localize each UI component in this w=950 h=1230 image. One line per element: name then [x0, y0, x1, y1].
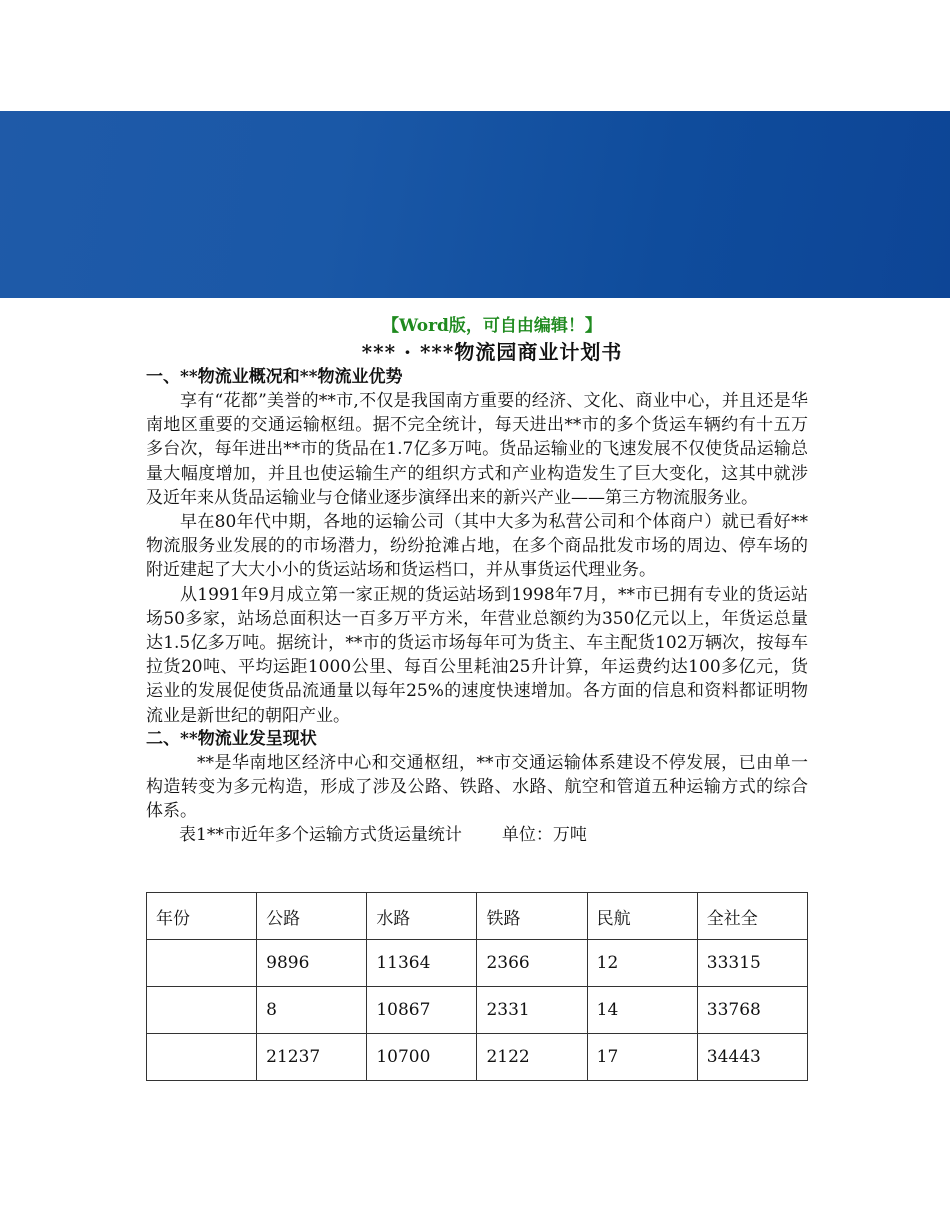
edit-notice: 【Word版，可自由编辑！】: [382, 316, 602, 336]
table-header-cell: 水路: [367, 893, 477, 940]
table-header-cell: 年份: [147, 893, 257, 940]
table-unit: 单位：万吨: [501, 825, 587, 846]
table-cell: [147, 1034, 257, 1081]
table-caption-text: 表1**市近年多个运输方式货运量统计: [179, 825, 462, 846]
table-cell: 33315: [697, 940, 807, 987]
table-caption: [179, 823, 808, 847]
table-row: [147, 1034, 808, 1081]
table-row: [147, 987, 808, 1034]
header-banner: [0, 111, 950, 298]
section-1-paragraph-2: 早在80年代中期，各地的运输公司（其中大多为私营公司和个体商户）就已看好**物流服务业发展的的市场潜力，纷纷抢滩占地，在多个商品批发市场的周边、停车场的附近建起了大大小小的货运站场和货运档口，并从事货运代理业务。: [146, 512, 808, 581]
table-header-cell: 民航: [587, 893, 697, 940]
table-header-cell: 全社全: [697, 893, 807, 940]
table-cell: 2122: [477, 1034, 587, 1081]
table-cell: 33768: [697, 987, 807, 1034]
table-header-row: [147, 893, 808, 940]
table-cell: 17: [587, 1034, 697, 1081]
document-body: [146, 314, 808, 847]
table-cell: 21237: [257, 1034, 367, 1081]
table-cell: 10700: [367, 1034, 477, 1081]
table-cell: 9896: [257, 940, 367, 987]
table-cell: [147, 940, 257, 987]
table-cell: 8: [257, 987, 367, 1034]
freight-table: [146, 892, 808, 1081]
section-2-heading: 二、**物流业发呈现状: [146, 728, 317, 749]
table-cell: 11364: [367, 940, 477, 987]
table-cell: 10867: [367, 987, 477, 1034]
table-cell: 12: [587, 940, 697, 987]
table-cell: 34443: [697, 1034, 807, 1081]
table-row: [147, 940, 808, 987]
table-cell: [147, 987, 257, 1034]
section-2-paragraph: **是华南地区经济中心和交通枢纽，**市交通运输体系建设不停发展，已由单一构造转变为多元构造，形成了涉及公路、铁路、水路、航空和管道五种运输方式的综合体系。: [146, 752, 808, 822]
table-cell: 2366: [477, 940, 587, 987]
table-cell: 2331: [477, 987, 587, 1034]
table-header-cell: 铁路: [477, 893, 587, 940]
section-1-heading: 一、**物流业概况和**物流业优势: [146, 367, 403, 387]
section-1-paragraph-3: 从1991年9月成立第一家正规的货运站场到1998年7月，**市已拥有专业的货运站场50多家，站场总面积达一百多万平方米，年营业总额约为350亿元以上，年货运总量达1.5亿多万吨。据统计，**市的货运市场每年可为货主、车主配货102万辆次，按每车拉货20吨、平均运距1000公里、每百公里耗油25升计算，年运费约达100多亿元，货运业的发展促使货品流通量以每年25%的速度快速增加。各方面的信息和资料都证明物流业是新世纪的朝阳产业。: [146, 584, 808, 726]
document-title: *** · ***物流园商业计划书: [361, 340, 623, 364]
table-header-cell: 公路: [257, 893, 367, 940]
table-cell: 14: [587, 987, 697, 1034]
section-1-paragraph-1: 享有“花都”美誉的**市,不仅是我国南方重要的经济、文化、商业中心，并且还是华南地区重要的交通运输枢纽。据不完全统计，每天进出**市的多个货运车辆约有十五万多台次，每年进出**市的货品在1.7亿多万吨。货品运输业的飞速发展不仅使货品运输总量大幅度增加，并且也使运输生产的组织方式和产业构造发生了巨大变化，这其中就涉及近年来从货品运输业与仓储业逐步演绎出来的新兴产业——第三方物流服务业。: [146, 391, 808, 508]
